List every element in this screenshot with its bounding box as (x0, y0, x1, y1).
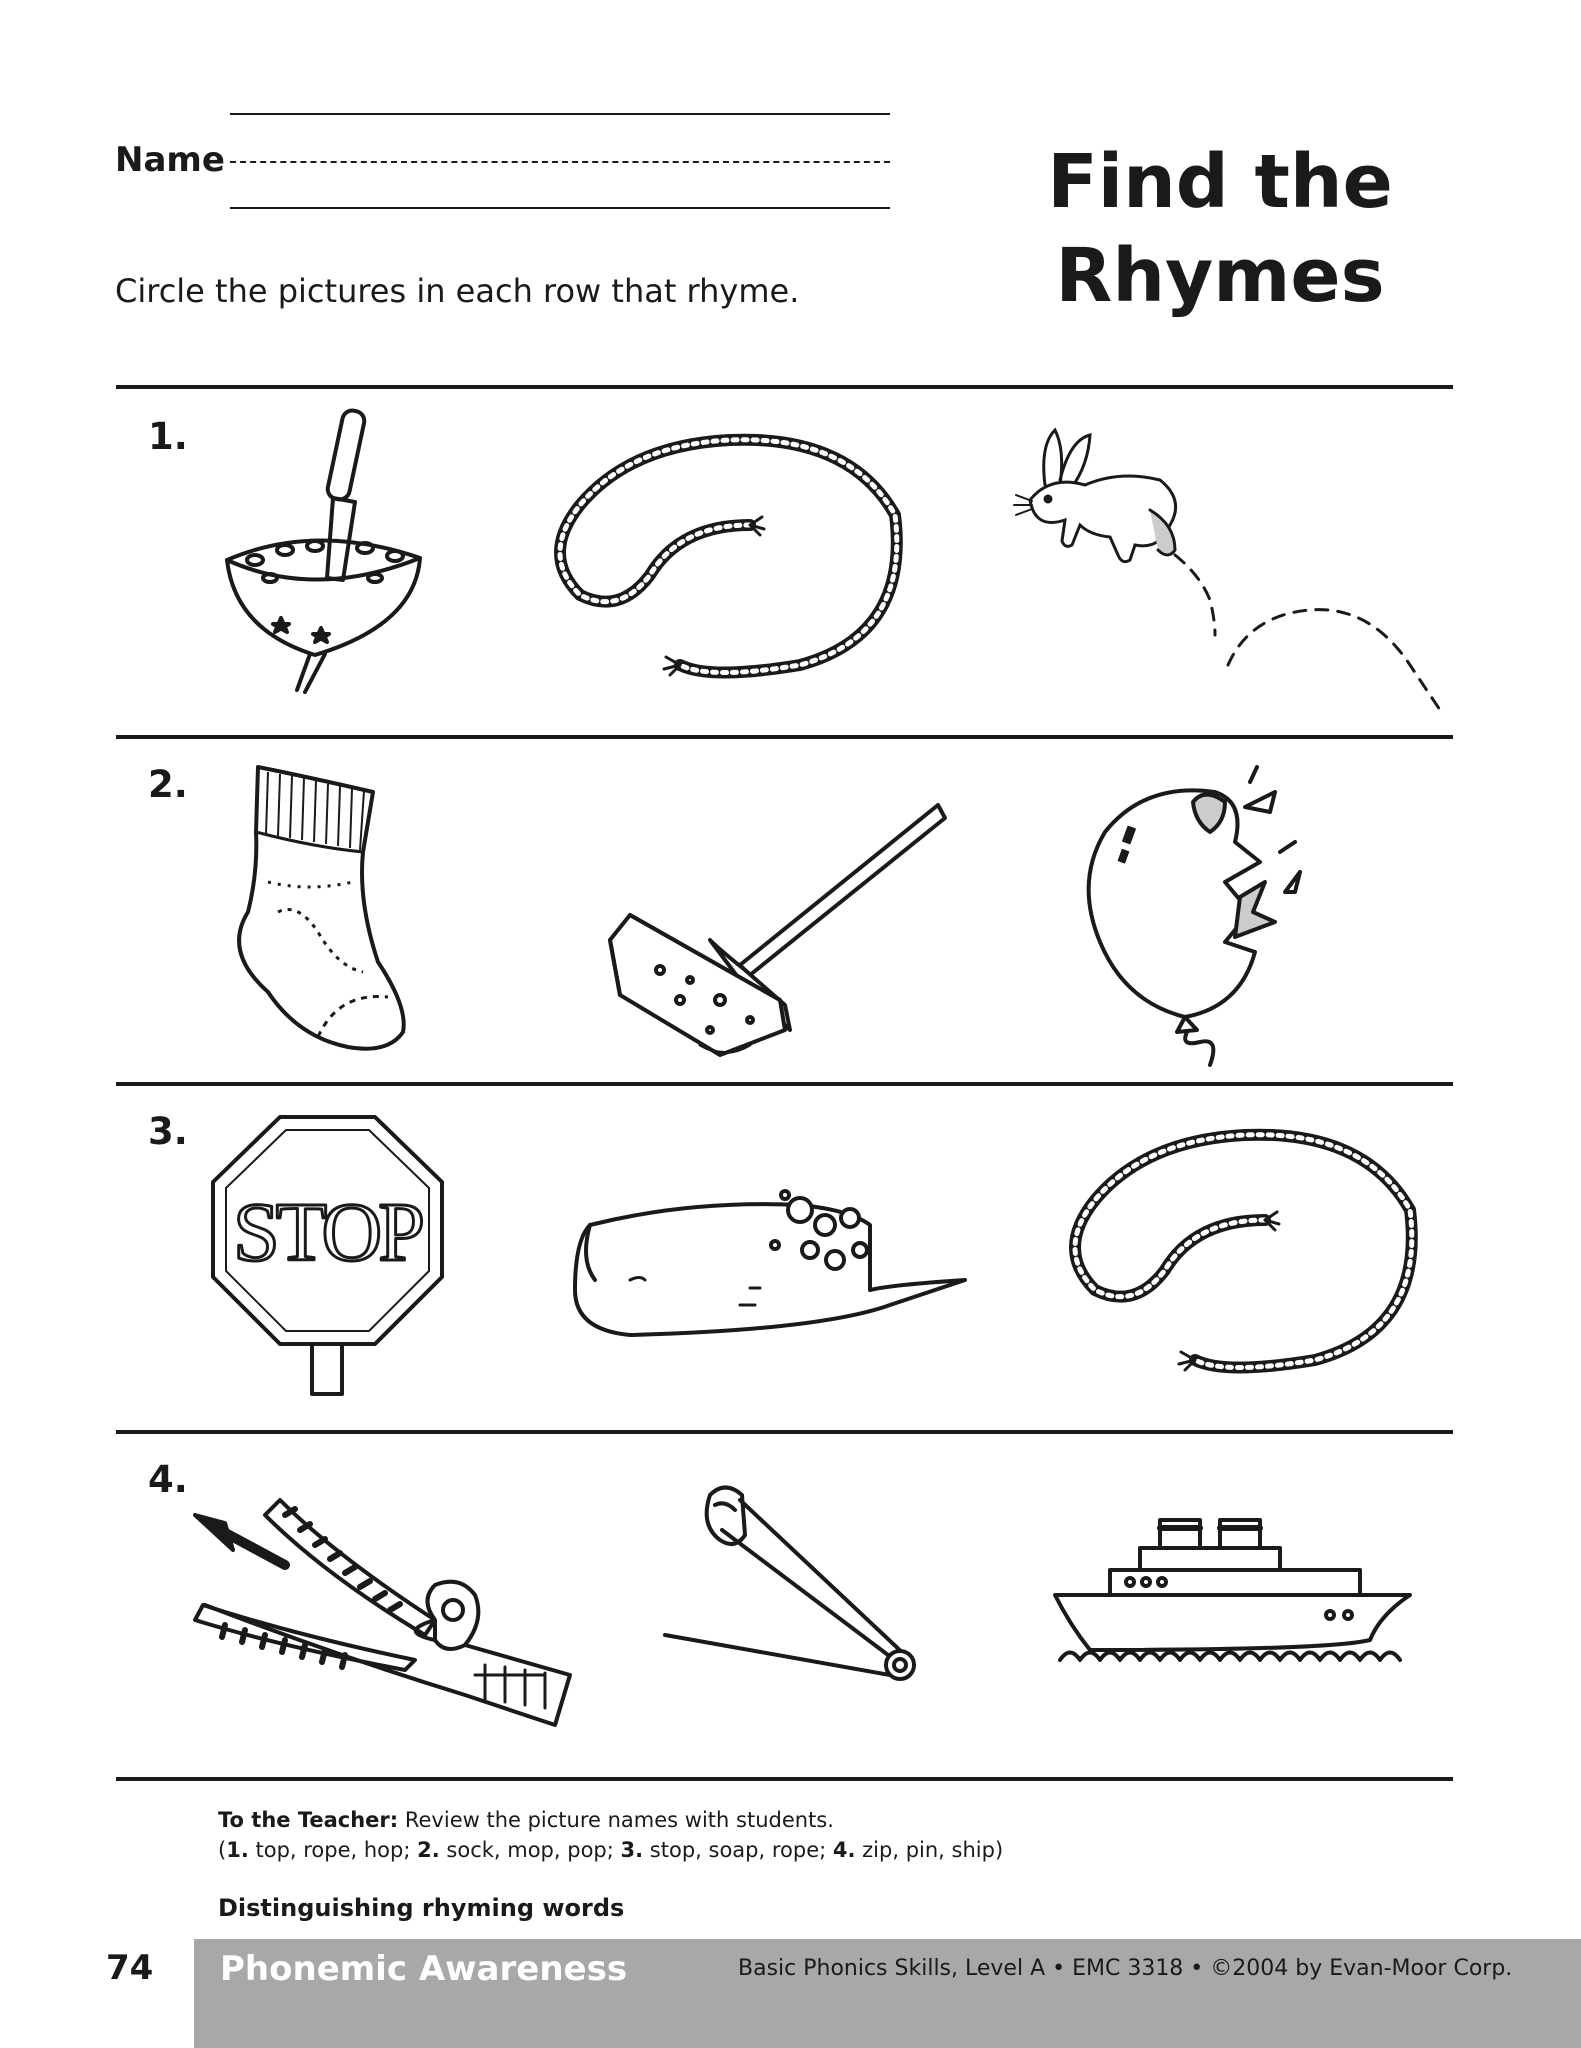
name-line-top (230, 113, 890, 115)
rope-picture-2[interactable] (1065, 1130, 1415, 1375)
row-number-1: 1. (148, 415, 188, 458)
paren-open: ( (218, 1838, 227, 1862)
pop-picture[interactable] (1085, 762, 1305, 1067)
row-number-3: 3. (148, 1110, 188, 1153)
page-number: 74 (106, 1948, 154, 1988)
row-divider-top (116, 385, 1453, 389)
zip-picture[interactable] (185, 1495, 575, 1730)
hopping-rabbit-icon (1010, 425, 1440, 710)
answer-words-4: zip, pin, ship (862, 1838, 995, 1862)
safety-pin-icon (660, 1475, 922, 1695)
rope-picture[interactable] (550, 435, 900, 680)
row-number-2: 2. (148, 763, 188, 806)
footer-credit: Basic Phonics Skills, Level A • EMC 3318 • ©2004 by Evan-Moor Corp. (738, 1956, 1513, 1981)
sock-picture[interactable] (218, 762, 413, 1052)
pin-picture[interactable] (660, 1475, 922, 1695)
zipper-icon (185, 1495, 575, 1730)
title-line-1: Find the (1047, 139, 1393, 225)
page-title (1040, 135, 1400, 323)
rope-icon-2 (1065, 1130, 1415, 1375)
mop-icon (600, 800, 950, 1065)
soap-icon (570, 1180, 970, 1340)
mop-picture[interactable] (600, 800, 950, 1065)
name-line-dashed[interactable] (230, 161, 890, 163)
title-line-2: Rhymes (1055, 233, 1385, 319)
sock-icon (218, 762, 413, 1052)
stop-picture[interactable] (210, 1112, 445, 1397)
teacher-note-line1: Review the picture names with students. (404, 1808, 834, 1832)
row-divider-bottom (116, 1777, 1453, 1781)
hop-picture[interactable] (1010, 425, 1440, 710)
row-divider-1 (116, 735, 1453, 739)
skill-label: Distinguishing rhyming words (218, 1894, 625, 1922)
instructions: Circle the pictures in each row that rhyme. (115, 272, 800, 310)
top-picture[interactable] (215, 410, 430, 700)
rope-icon (550, 435, 900, 680)
answer-words-3: stop, soap, rope; (649, 1838, 827, 1862)
row-divider-3 (116, 1430, 1453, 1434)
ship-icon (1050, 1515, 1415, 1670)
answer-number-1: 1. (226, 1838, 249, 1862)
ship-picture[interactable] (1050, 1515, 1415, 1670)
name-line-bottom (230, 207, 890, 209)
teacher-note (218, 1805, 1003, 1865)
spinning-top-icon (215, 410, 430, 700)
stop-sign-text: STOP (233, 1186, 421, 1279)
footer-section-title: Phonemic Awareness (220, 1949, 628, 1989)
paren-close: ) (994, 1838, 1004, 1862)
soap-picture[interactable] (570, 1180, 970, 1340)
row-divider-2 (116, 1082, 1453, 1086)
answer-words-2: sock, mop, pop; (446, 1838, 614, 1862)
answer-number-2: 2. (417, 1838, 440, 1862)
answer-number-3: 3. (620, 1838, 644, 1862)
answer-words-1: top, rope, hop; (255, 1838, 411, 1862)
row-number-4: 4. (148, 1458, 188, 1501)
name-label: Name (115, 140, 225, 180)
teacher-note-label: To the Teacher: (218, 1808, 399, 1832)
popping-balloon-icon (1085, 762, 1305, 1067)
answer-number-4: 4. (832, 1838, 856, 1862)
stop-sign-icon (210, 1112, 445, 1397)
